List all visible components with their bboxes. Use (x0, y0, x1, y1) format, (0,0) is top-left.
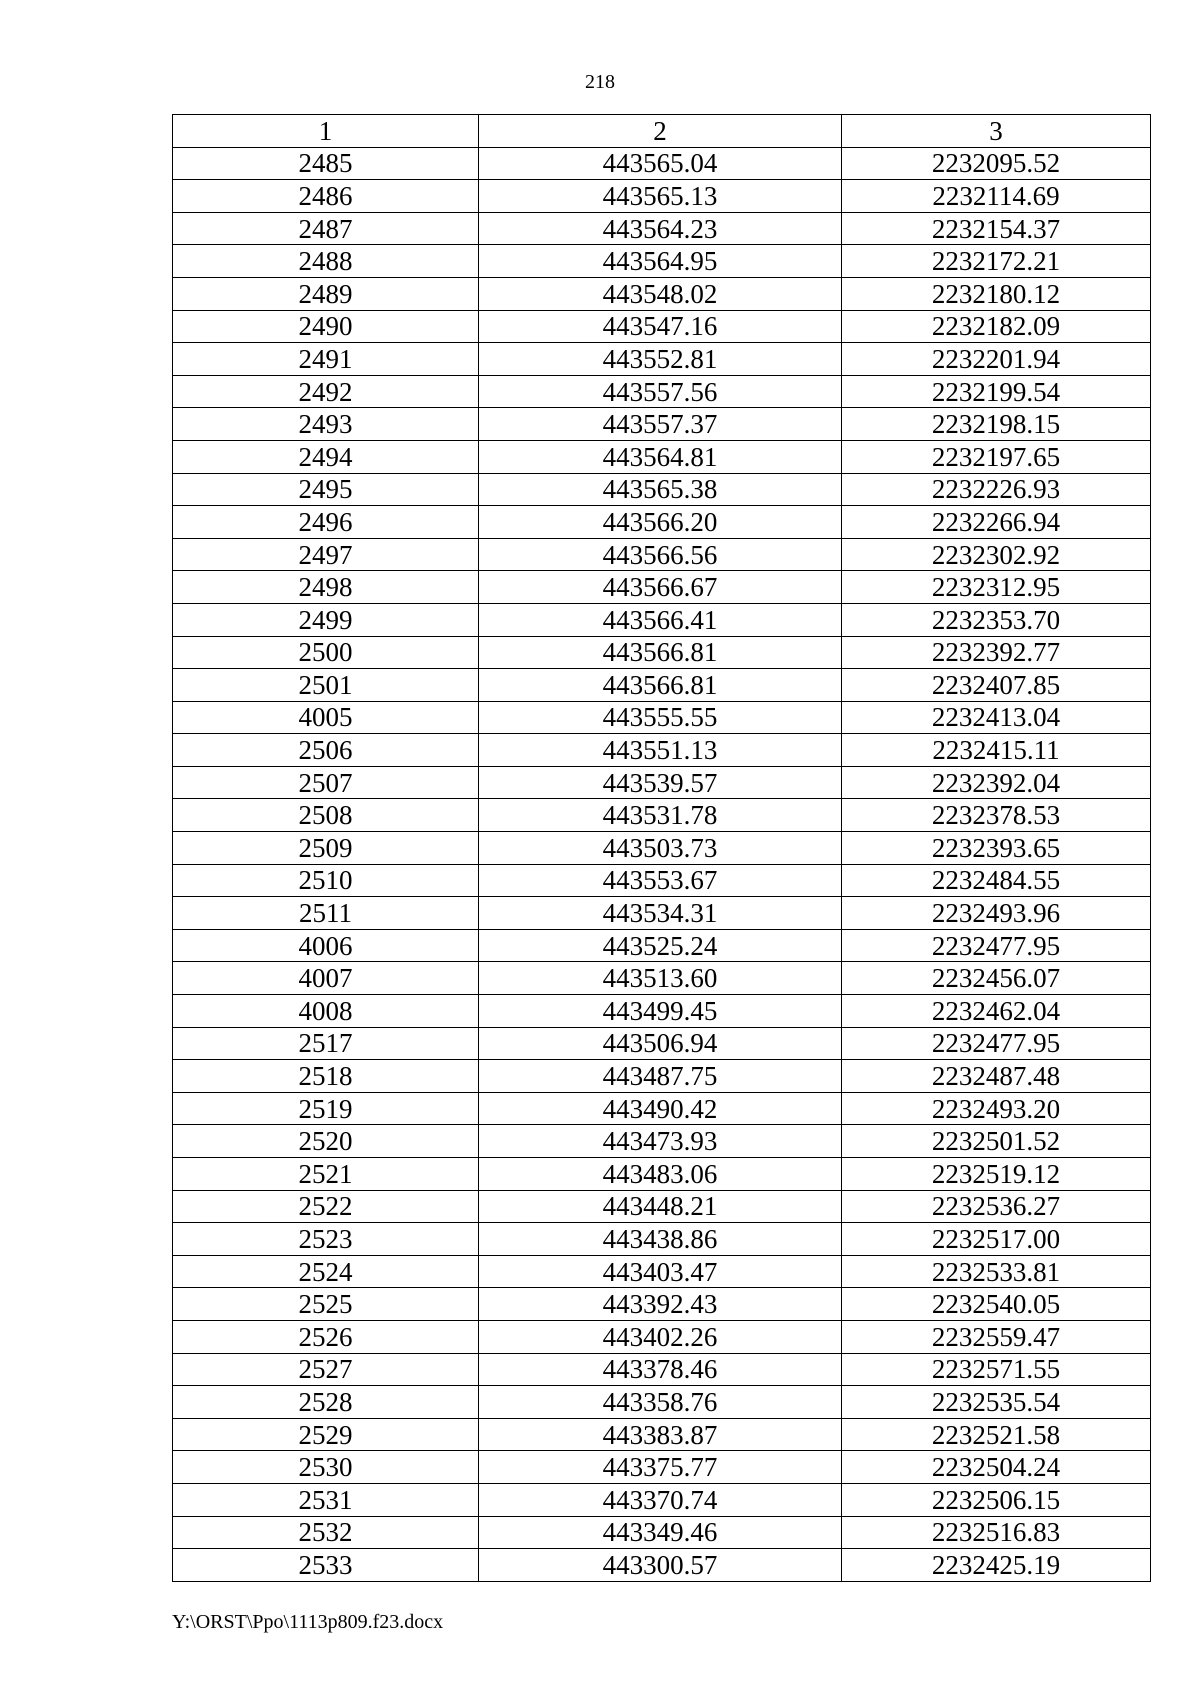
cell-point-number: 2499 (173, 603, 479, 636)
cell-y-coordinate: 2232535.54 (842, 1386, 1151, 1419)
cell-x-coordinate: 443525.24 (479, 929, 842, 962)
table-row (173, 1060, 1151, 1093)
table-row (173, 375, 1151, 408)
cell-point-number: 2530 (173, 1451, 479, 1484)
footer-file-path: Y:\ORST\Ppo\1113p809.f23.docx (172, 1611, 444, 1633)
cell-x-coordinate: 443551.13 (479, 734, 842, 767)
coordinates-table (172, 114, 1151, 1582)
cell-x-coordinate: 443499.45 (479, 995, 842, 1028)
cell-y-coordinate: 2232172.21 (842, 245, 1151, 278)
cell-y-coordinate: 2232353.70 (842, 603, 1151, 636)
cell-point-number: 4005 (173, 701, 479, 734)
cell-y-coordinate: 2232506.15 (842, 1483, 1151, 1516)
cell-x-coordinate: 443531.78 (479, 799, 842, 832)
table-row (173, 571, 1151, 604)
table-row (173, 1027, 1151, 1060)
cell-x-coordinate: 443483.06 (479, 1158, 842, 1191)
cell-y-coordinate: 2232413.04 (842, 701, 1151, 734)
cell-y-coordinate: 2232487.48 (842, 1060, 1151, 1093)
cell-y-coordinate: 2232266.94 (842, 506, 1151, 539)
cell-x-coordinate: 443555.55 (479, 701, 842, 734)
table-row (173, 506, 1151, 539)
cell-point-number: 2519 (173, 1092, 479, 1125)
cell-y-coordinate: 2232154.37 (842, 212, 1151, 245)
cell-point-number: 2529 (173, 1418, 479, 1451)
cell-y-coordinate: 2232571.55 (842, 1353, 1151, 1386)
cell-x-coordinate: 443566.56 (479, 538, 842, 571)
cell-x-coordinate: 443490.42 (479, 1092, 842, 1125)
cell-x-coordinate: 443358.76 (479, 1386, 842, 1419)
cell-x-coordinate: 443370.74 (479, 1483, 842, 1516)
cell-x-coordinate: 443383.87 (479, 1418, 842, 1451)
cell-x-coordinate: 443553.67 (479, 864, 842, 897)
cell-point-number: 2531 (173, 1483, 479, 1516)
table-row (173, 832, 1151, 865)
cell-y-coordinate: 2232504.24 (842, 1451, 1151, 1484)
cell-x-coordinate: 443565.38 (479, 473, 842, 506)
cell-point-number: 2511 (173, 897, 479, 930)
table-row (173, 1516, 1151, 1549)
table-row (173, 1386, 1151, 1419)
cell-x-coordinate: 443375.77 (479, 1451, 842, 1484)
cell-y-coordinate: 2232197.65 (842, 440, 1151, 473)
cell-y-coordinate: 2232226.93 (842, 473, 1151, 506)
cell-point-number: 2492 (173, 375, 479, 408)
cell-point-number: 2493 (173, 408, 479, 441)
cell-y-coordinate: 2232519.12 (842, 1158, 1151, 1191)
cell-x-coordinate: 443534.31 (479, 897, 842, 930)
cell-x-coordinate: 443548.02 (479, 277, 842, 310)
cell-x-coordinate: 443564.95 (479, 245, 842, 278)
cell-point-number: 2497 (173, 538, 479, 571)
cell-point-number: 2488 (173, 245, 479, 278)
table-row (173, 603, 1151, 636)
cell-x-coordinate: 443557.56 (479, 375, 842, 408)
cell-y-coordinate: 2232516.83 (842, 1516, 1151, 1549)
cell-y-coordinate: 2232425.19 (842, 1549, 1151, 1582)
table-row (173, 1158, 1151, 1191)
cell-x-coordinate: 443547.16 (479, 310, 842, 343)
cell-x-coordinate: 443402.26 (479, 1320, 842, 1353)
cell-x-coordinate: 443378.46 (479, 1353, 842, 1386)
table-row (173, 1190, 1151, 1223)
cell-x-coordinate: 443392.43 (479, 1288, 842, 1321)
cell-x-coordinate: 443566.41 (479, 603, 842, 636)
table-header (173, 115, 1151, 148)
cell-point-number: 2507 (173, 766, 479, 799)
table-row (173, 1125, 1151, 1158)
cell-x-coordinate: 443566.67 (479, 571, 842, 604)
cell-point-number: 2487 (173, 212, 479, 245)
cell-point-number: 2496 (173, 506, 479, 539)
table-row (173, 212, 1151, 245)
cell-x-coordinate: 443438.86 (479, 1223, 842, 1256)
cell-point-number: 2501 (173, 669, 479, 702)
cell-point-number: 2498 (173, 571, 479, 604)
cell-point-number: 2509 (173, 832, 479, 865)
table-header-row (173, 115, 1151, 148)
cell-point-number: 2491 (173, 343, 479, 376)
cell-point-number: 2523 (173, 1223, 479, 1256)
column-header-x-coordinate: 2 (479, 115, 842, 148)
column-header-y-coordinate: 3 (842, 115, 1151, 148)
cell-point-number: 4007 (173, 962, 479, 995)
table-row (173, 440, 1151, 473)
cell-y-coordinate: 2232182.09 (842, 310, 1151, 343)
table-row (173, 408, 1151, 441)
table-row (173, 473, 1151, 506)
table-row (173, 1418, 1151, 1451)
table-row (173, 734, 1151, 767)
cell-y-coordinate: 2232484.55 (842, 864, 1151, 897)
cell-x-coordinate: 443487.75 (479, 1060, 842, 1093)
cell-y-coordinate: 2232462.04 (842, 995, 1151, 1028)
cell-point-number: 2525 (173, 1288, 479, 1321)
cell-x-coordinate: 443300.57 (479, 1549, 842, 1582)
cell-x-coordinate: 443564.23 (479, 212, 842, 245)
cell-point-number: 2510 (173, 864, 479, 897)
cell-x-coordinate: 443565.13 (479, 180, 842, 213)
cell-x-coordinate: 443557.37 (479, 408, 842, 441)
table-row (173, 929, 1151, 962)
cell-x-coordinate: 443448.21 (479, 1190, 842, 1223)
cell-y-coordinate: 2232378.53 (842, 799, 1151, 832)
cell-y-coordinate: 2232533.81 (842, 1255, 1151, 1288)
page-number: 218 (585, 71, 615, 93)
cell-point-number: 2528 (173, 1386, 479, 1419)
cell-y-coordinate: 2232521.58 (842, 1418, 1151, 1451)
cell-point-number: 2495 (173, 473, 479, 506)
cell-x-coordinate: 443566.81 (479, 669, 842, 702)
cell-y-coordinate: 2232198.15 (842, 408, 1151, 441)
cell-point-number: 2490 (173, 310, 479, 343)
cell-x-coordinate: 443564.81 (479, 440, 842, 473)
cell-point-number: 4006 (173, 929, 479, 962)
cell-point-number: 2533 (173, 1549, 479, 1582)
cell-x-coordinate: 443349.46 (479, 1516, 842, 1549)
cell-y-coordinate: 2232302.92 (842, 538, 1151, 571)
cell-x-coordinate: 443539.57 (479, 766, 842, 799)
table-row (173, 669, 1151, 702)
cell-y-coordinate: 2232501.52 (842, 1125, 1151, 1158)
cell-point-number: 2485 (173, 147, 479, 180)
cell-y-coordinate: 2232493.20 (842, 1092, 1151, 1125)
cell-point-number: 2517 (173, 1027, 479, 1060)
table-row (173, 1288, 1151, 1321)
cell-point-number: 2522 (173, 1190, 479, 1223)
cell-point-number: 2508 (173, 799, 479, 832)
table-row (173, 995, 1151, 1028)
table-row (173, 1451, 1151, 1484)
table-row (173, 147, 1151, 180)
table-row (173, 1549, 1151, 1582)
cell-y-coordinate: 2232517.00 (842, 1223, 1151, 1256)
cell-y-coordinate: 2232477.95 (842, 1027, 1151, 1060)
table-row (173, 799, 1151, 832)
cell-x-coordinate: 443473.93 (479, 1125, 842, 1158)
cell-point-number: 2524 (173, 1255, 479, 1288)
cell-y-coordinate: 2232201.94 (842, 343, 1151, 376)
table-row (173, 1092, 1151, 1125)
cell-y-coordinate: 2232415.11 (842, 734, 1151, 767)
cell-y-coordinate: 2232456.07 (842, 962, 1151, 995)
cell-x-coordinate: 443565.04 (479, 147, 842, 180)
cell-y-coordinate: 2232559.47 (842, 1320, 1151, 1353)
table-row (173, 864, 1151, 897)
table-row (173, 1483, 1151, 1516)
table-row (173, 1255, 1151, 1288)
table-row (173, 1353, 1151, 1386)
cell-y-coordinate: 2232540.05 (842, 1288, 1151, 1321)
table-row (173, 245, 1151, 278)
cell-y-coordinate: 2232180.12 (842, 277, 1151, 310)
table-row (173, 897, 1151, 930)
cell-x-coordinate: 443566.81 (479, 636, 842, 669)
cell-point-number: 2521 (173, 1158, 479, 1191)
column-header-point-number: 1 (173, 115, 479, 148)
cell-y-coordinate: 2232199.54 (842, 375, 1151, 408)
cell-point-number: 2494 (173, 440, 479, 473)
table-row (173, 310, 1151, 343)
cell-point-number: 2527 (173, 1353, 479, 1386)
table-row (173, 538, 1151, 571)
table-row (173, 962, 1151, 995)
cell-y-coordinate: 2232392.77 (842, 636, 1151, 669)
cell-point-number: 4008 (173, 995, 479, 1028)
cell-y-coordinate: 2232392.04 (842, 766, 1151, 799)
cell-point-number: 2520 (173, 1125, 479, 1158)
cell-y-coordinate: 2232536.27 (842, 1190, 1151, 1223)
table-row (173, 701, 1151, 734)
cell-point-number: 2486 (173, 180, 479, 213)
table-row (173, 636, 1151, 669)
table-row (173, 1320, 1151, 1353)
cell-y-coordinate: 2232407.85 (842, 669, 1151, 702)
cell-point-number: 2489 (173, 277, 479, 310)
cell-y-coordinate: 2232095.52 (842, 147, 1151, 180)
table-row (173, 766, 1151, 799)
cell-x-coordinate: 443403.47 (479, 1255, 842, 1288)
table-row (173, 1223, 1151, 1256)
cell-y-coordinate: 2232493.96 (842, 897, 1151, 930)
cell-x-coordinate: 443566.20 (479, 506, 842, 539)
cell-x-coordinate: 443552.81 (479, 343, 842, 376)
cell-point-number: 2500 (173, 636, 479, 669)
table-body (173, 147, 1151, 1581)
cell-y-coordinate: 2232114.69 (842, 180, 1151, 213)
cell-x-coordinate: 443513.60 (479, 962, 842, 995)
cell-point-number: 2526 (173, 1320, 479, 1353)
cell-y-coordinate: 2232312.95 (842, 571, 1151, 604)
cell-x-coordinate: 443503.73 (479, 832, 842, 865)
table-row (173, 343, 1151, 376)
cell-y-coordinate: 2232477.95 (842, 929, 1151, 962)
cell-point-number: 2532 (173, 1516, 479, 1549)
cell-x-coordinate: 443506.94 (479, 1027, 842, 1060)
table-row (173, 277, 1151, 310)
cell-point-number: 2518 (173, 1060, 479, 1093)
table-row (173, 180, 1151, 213)
cell-point-number: 2506 (173, 734, 479, 767)
cell-y-coordinate: 2232393.65 (842, 832, 1151, 865)
